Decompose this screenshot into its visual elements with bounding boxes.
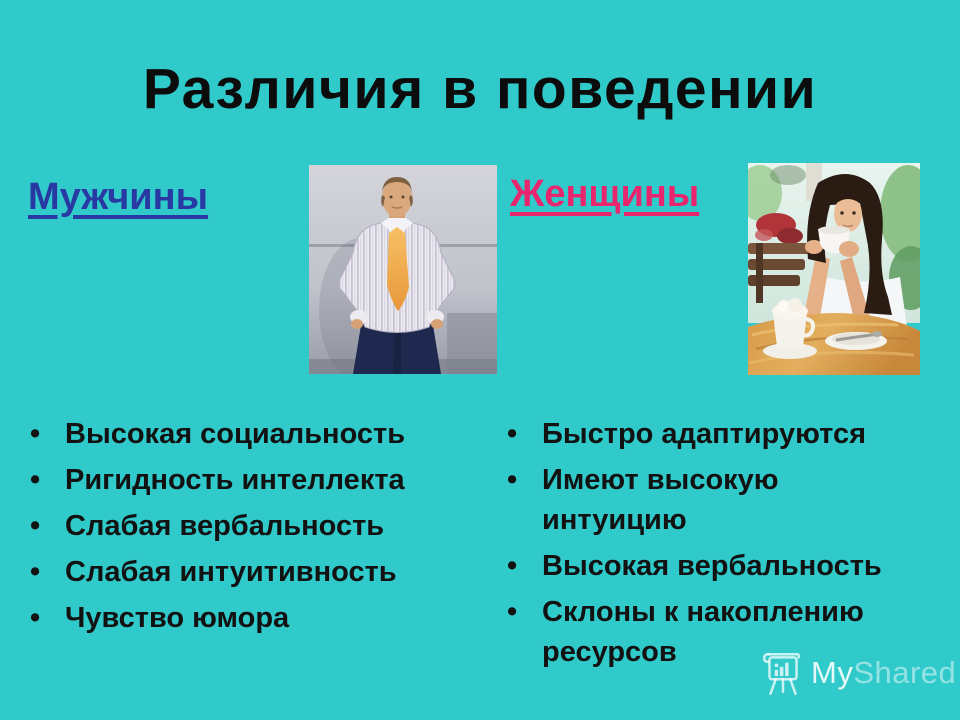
bullet-item: • Высокая вербальность [505,546,883,586]
myshared-logo-text [811,655,956,691]
women-bullet-list [505,414,883,678]
bullet-item: • Имеют высокую интуицию [505,460,883,540]
woman-illustration [748,163,920,375]
bullet-item: • Ригидность интеллекта [28,460,480,500]
men-photo [309,165,497,374]
bullet-item: • Чувство юмора [28,598,480,638]
logo-shared: Shared [853,655,957,690]
bullet-item: • Слабая интуитивность [28,552,480,592]
men-column-heading[interactable]: Мужчины [28,176,209,218]
bullet-item: • Склоны к накоплению ресурсов [505,592,883,672]
women-column-heading[interactable]: Женщины [510,173,700,215]
women-photo [748,163,920,375]
bullet-item: • Высокая социальность [28,414,480,454]
logo-my: My [811,655,854,690]
presentation-easel-icon [762,648,804,698]
slide-title: Различия в поведении [142,57,818,121]
myshared-watermark [762,648,956,698]
bullet-item: • Слабая вербальность [28,506,480,546]
bullet-item: • Быстро адаптируются [505,414,883,454]
men-bullet-list [28,414,480,644]
man-illustration [309,165,497,374]
